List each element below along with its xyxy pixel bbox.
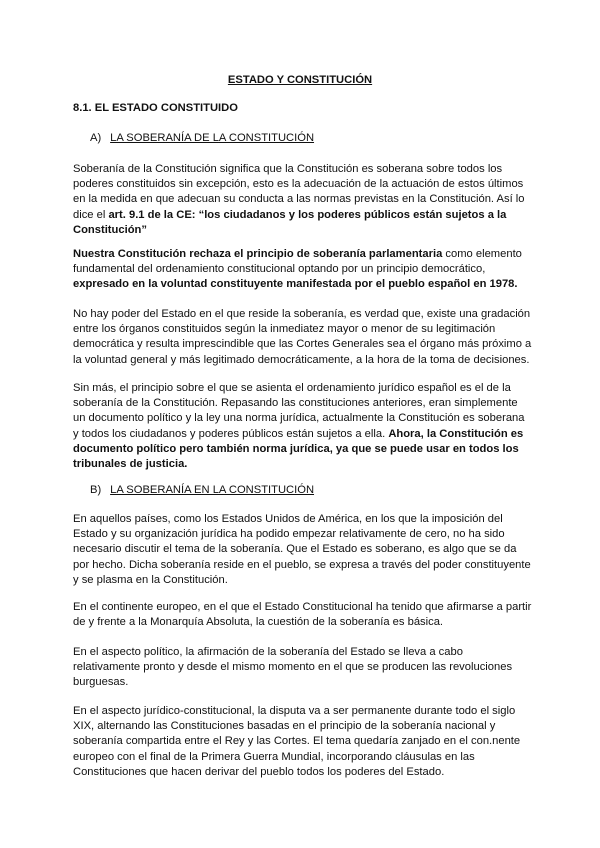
text-run: soberanía compartida entre el Rey y las Cortes. El tema quedaría zanjado en el con.nente xyxy=(73,735,521,748)
paragraph xyxy=(73,162,533,238)
subsection-b-label: B) xyxy=(90,484,102,496)
bold-text-run: expresado en la voluntad constituyente manifestada por el pueblo español en 1978. xyxy=(73,278,518,291)
text-run: Constituciones que hacen derivar del pueblo todos los poderes del Estado. xyxy=(73,765,445,778)
text-run: como elemento xyxy=(442,248,522,260)
paragraph xyxy=(73,645,533,691)
bold-text-run: tribunales de justicia. xyxy=(73,458,188,471)
bold-text-run: Constitución” xyxy=(73,223,147,236)
subsection-a-label: A) xyxy=(90,132,102,144)
text-run: en la medida en que adecuan su conducta a las normas previstas en la Constitución. Así lo xyxy=(73,193,525,206)
subsection-a-heading xyxy=(90,131,314,145)
text-run: dice el xyxy=(73,208,109,221)
text-run: relativamente pronto y desde el mismo momento en el que se producen las revoluciones xyxy=(73,661,513,674)
text-run: En aquellos países, como los Estados Unidos de América, en los que la imposición del xyxy=(73,513,503,525)
text-run: de y frente a la Monarquía Absoluta, la cuestión de la soberanía es básica. xyxy=(73,616,444,629)
section-heading: 8.1. EL ESTADO CONSTITUIDO xyxy=(73,102,238,114)
text-run: XIX, alternando las Constituciones basadas en el principio de la soberanía nacional y xyxy=(73,720,496,733)
text-run: y todos los ciudadanos y poderes públicos están sujetos a ella. xyxy=(73,427,389,440)
paragraph xyxy=(73,381,533,472)
text-run: soberanía de la Constitución. Repasando las constituciones anteriores, eran simplemente xyxy=(73,397,518,410)
text-run: europeo con el final de la Primera Guerra Mundial, incorporando cláusulas en las xyxy=(73,750,475,763)
bold-text-run: art. 9.1 de la CE: “los ciudadanos y los poderes públicos están sujetos a la xyxy=(108,208,507,221)
text-run: No hay poder del Estado en el que reside la soberanía, es verdad que, existe una gradación xyxy=(73,308,531,320)
paragraph xyxy=(73,307,533,368)
bold-text-run: documento político pero también norma jurídica, ya que se puede usar en todos los xyxy=(73,442,519,455)
text-run: En el aspecto político, la afirmación de la soberanía del Estado se lleva a cabo xyxy=(73,646,463,658)
subsection-b-title: LA SOBERANÍA EN LA CONSTITUCIÓN xyxy=(110,484,315,496)
bold-text-run: Nuestra Constitución rechaza el principio de soberanía parlamentaria xyxy=(73,248,443,260)
text-run: por hecho. Dicha soberanía reside en el pueblo, se expresa a través del poder constituyente xyxy=(73,558,531,571)
text-run: Sin más, el principio sobre el que se asienta el ordenamiento jurídico español es el de la xyxy=(73,382,511,394)
text-run: fundamental del ordenamiento constitucional optando por un principio democrático, xyxy=(73,263,486,276)
text-run: poderes constituidos sin excepción, esto es la adecuación de la actuación de estos últimos xyxy=(73,178,524,191)
document-title: ESTADO Y CONSTITUCIÓN xyxy=(227,74,373,86)
text-run: un documento político y la ley una norma jurídica, actualmente la Constitución es soberana xyxy=(73,412,525,425)
text-run: En el aspecto jurídico-constitucional, la disputa va a ser permanente durante todo el siglo xyxy=(73,705,516,717)
paragraph xyxy=(73,704,533,780)
text-run: necesario discutir el tema de la soberanía. Que el Estado es soberano, es algo que se da xyxy=(73,543,517,556)
text-run: democrática y resulta imprescindible que las Cortes Generales sea el órgano más próximo a xyxy=(73,338,532,351)
paragraph xyxy=(73,600,533,630)
subsection-a-title: LA SOBERANÍA DE LA CONSTITUCIÓN xyxy=(110,132,315,144)
bold-text-run: Ahora, la Constitución es xyxy=(388,427,524,440)
text-run: la voluntad general y más legitimado democráticamente, a la hora de la toma de decisiones. xyxy=(73,353,530,366)
paragraph xyxy=(73,247,533,293)
text-run: y se plasma en la Constitución. xyxy=(73,573,228,586)
text-run: Soberanía de la Constitución significa que la Constitución es soberana sobre todos los xyxy=(73,163,503,175)
text-run: Estado y su organización jurídica ha podido empezar relativamente de cero, no ha sido xyxy=(73,528,505,541)
subsection-b-heading xyxy=(90,483,314,497)
paragraph xyxy=(73,512,533,588)
text-run: entre los órganos constituidos según la inmediatez mayor o menor de su legitimación xyxy=(73,323,496,336)
text-run: En el continente europeo, en el que el Estado Constitucional ha tenido que afirmarse a partir xyxy=(73,601,532,613)
text-run: burguesas. xyxy=(73,676,129,689)
